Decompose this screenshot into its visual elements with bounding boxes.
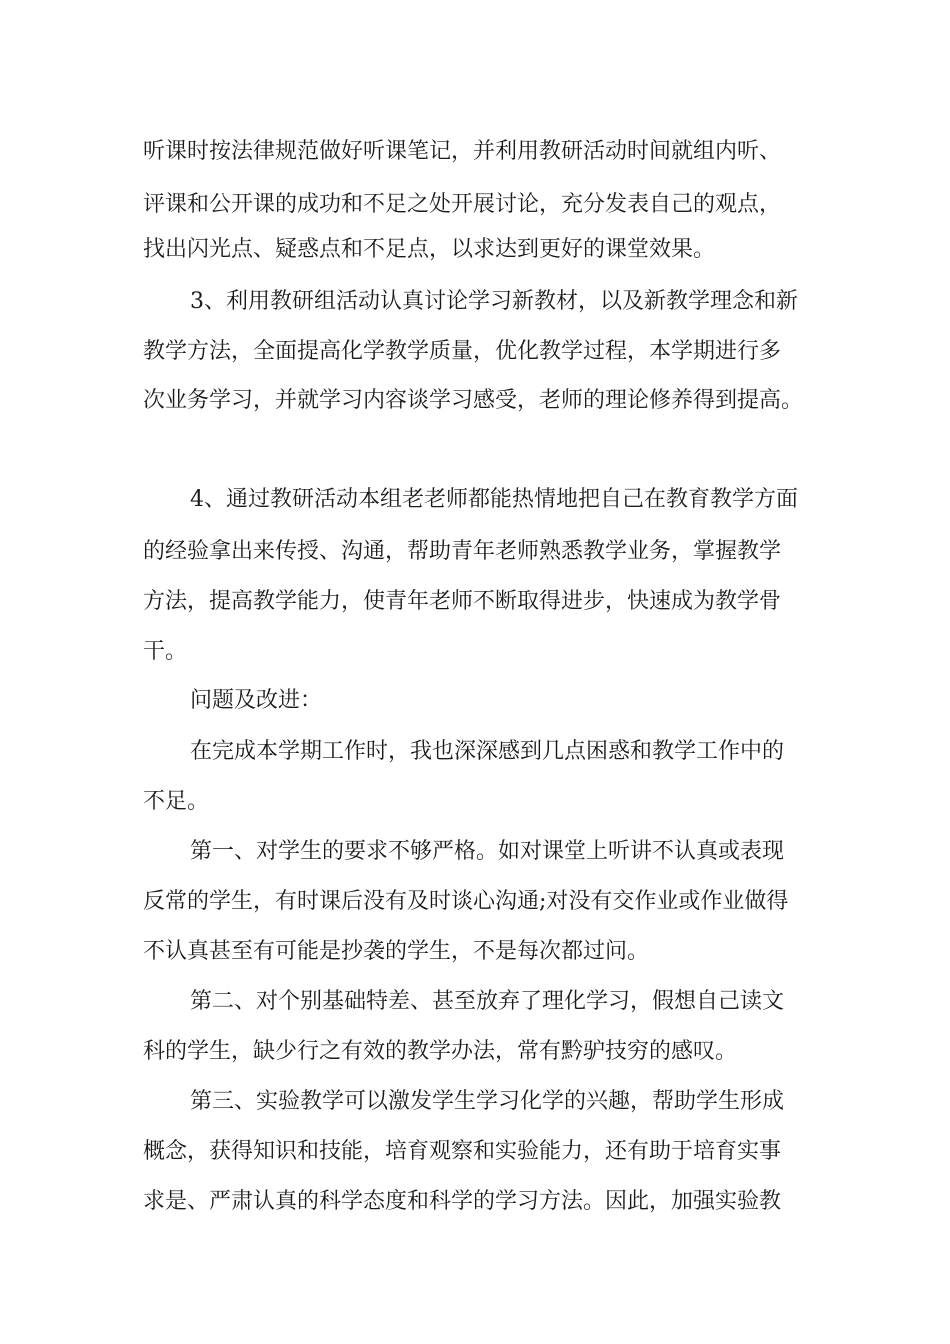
text-line: 方法，提高教学能力，使青年老师不断取得进步，快速成为教学骨 xyxy=(143,589,782,614)
paragraph-start: 3、利用教研组活动认真讨论学习新教材，以及新教学理念和新 xyxy=(190,289,798,314)
text-line: 教学方法，全面提高化学教学质量，优化教学过程，本学期进行多 xyxy=(143,339,782,364)
paragraph-start: 第一、对学生的要求不够严格。如对课堂上听讲不认真或表现 xyxy=(190,839,785,864)
paragraph-start: 4、通过教研活动本组老老师都能热情地把自己在教育教学方面 xyxy=(190,487,798,512)
text-line: 不认真甚至有可能是抄袭的学生，不是每次都过问。 xyxy=(143,939,650,964)
text-line: 不足。 xyxy=(143,789,210,814)
text-line: 找出闪光点、疑惑点和不足点，以求达到更好的课堂效果。 xyxy=(143,237,716,262)
paragraph-start: 在完成本学期工作时，我也深深感到几点困惑和教学工作中的 xyxy=(190,739,785,764)
text-line: 听课时按法律规范做好听课笔记，并利用教研活动时间就组内听、 xyxy=(143,139,782,164)
section-heading: 问题及改进： xyxy=(190,688,323,713)
text-line: 科的学生，缺少行之有效的教学办法，常有黔驴技穷的感叹。 xyxy=(143,1039,738,1064)
text-line: 概念，获得知识和技能，培育观察和实验能力，还有助于培育实事 xyxy=(143,1139,782,1164)
text-line: 的经验拿出来传授、沟通，帮助青年老师熟悉教学业务，掌握教学 xyxy=(143,539,782,564)
text-line: 评课和公开课的成功和不足之处开展讨论，充分发表自己的观点， xyxy=(143,192,782,217)
paragraph-start: 第二、对个别基础特差、甚至放弃了理化学习，假想自己读文 xyxy=(190,989,785,1014)
paragraph-start: 第三、实验教学可以激发学生学习化学的兴趣，帮助学生形成 xyxy=(190,1089,785,1114)
text-line: 次业务学习，并就学习内容谈学习感受，老师的理论修养得到提高。 xyxy=(143,388,804,413)
text-line: 干。 xyxy=(143,639,188,664)
text-line: 求是、严肃认真的科学态度和科学的学习方法。因此，加强实验教 xyxy=(143,1189,782,1214)
text-line: 反常的学生，有时课后没有及时谈心沟通;对没有交作业或作业做得 xyxy=(143,889,789,914)
